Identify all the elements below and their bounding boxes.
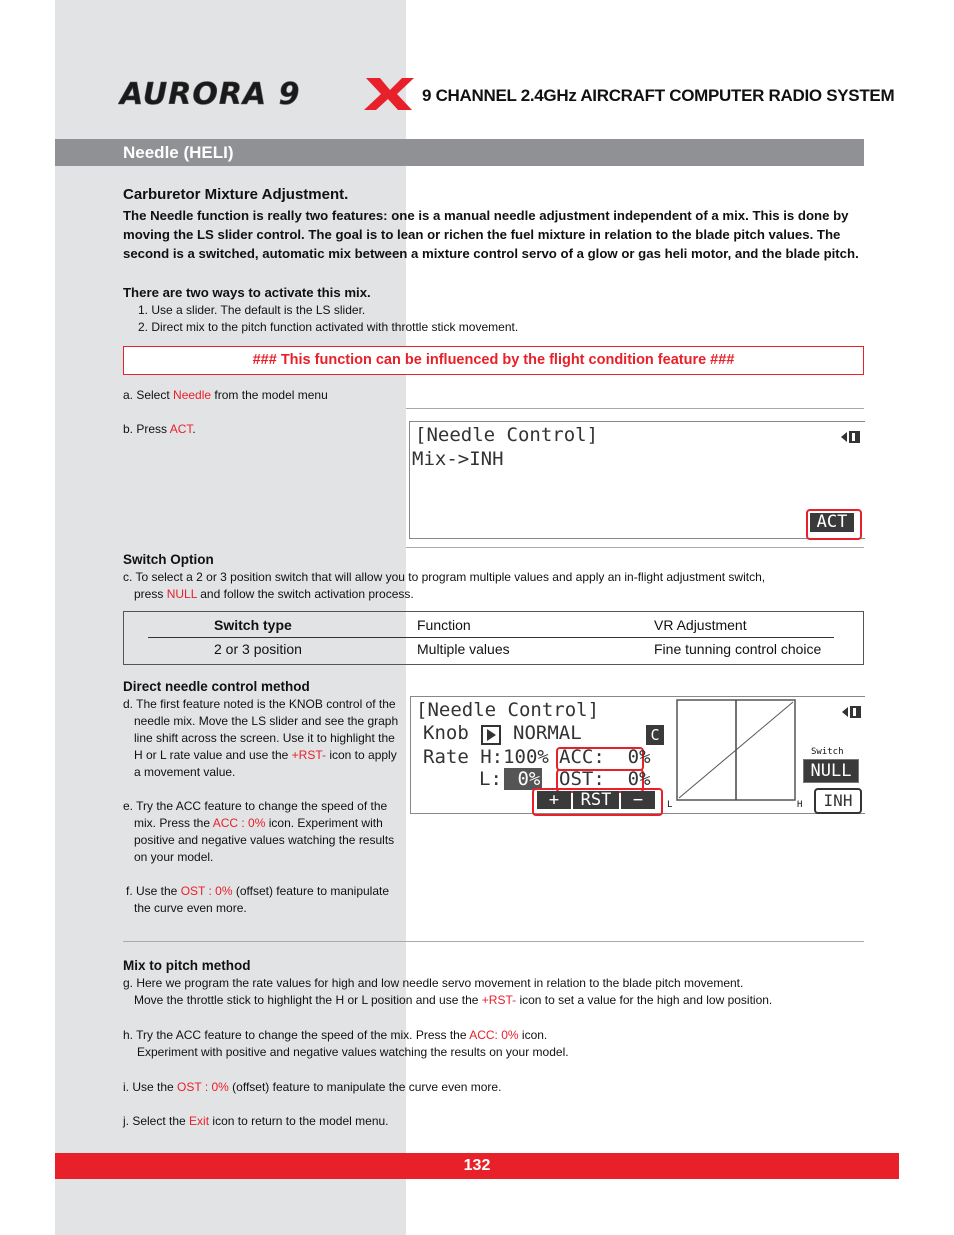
axis-low-label: L <box>667 800 673 810</box>
acc-link: ACC : 0% <box>212 816 266 830</box>
minus-button[interactable]: − <box>621 791 655 809</box>
aurora-logo <box>118 72 418 112</box>
text-line: on your model. <box>134 850 214 864</box>
intro-line: second is a switched, automatic mix between a mixture control servo of a glow or gas heli motor, and the blade pitch. <box>123 246 859 261</box>
text-span: icon to set a value for the high and low position. <box>516 993 773 1007</box>
text-span: icon. <box>518 1028 548 1042</box>
divider <box>123 941 864 942</box>
text-line: the curve even more. <box>134 901 247 915</box>
needle-link: Needle <box>173 388 212 402</box>
battery-icon <box>840 429 862 445</box>
intro-line: The Needle function is really two features: one is a manual needle adjustment independent of a mix. This is done by <box>123 208 849 223</box>
ost-link: OST : 0% <box>180 884 233 898</box>
text-span: icon to apply <box>326 748 397 762</box>
text-span: h. Try the ACC feature to change the speed of the mix. Press the <box>123 1028 470 1042</box>
text-line: Experiment with positive and negative values watching the results on your model. <box>137 1045 569 1059</box>
rst-button[interactable]: RST <box>573 791 619 809</box>
text-span: icon. Experiment with <box>265 816 383 830</box>
text-line: d. The first feature noted is the KNOB control of the <box>123 697 396 711</box>
acc-field[interactable]: ACC: 0% <box>559 746 651 768</box>
inh-button[interactable]: INH <box>814 788 862 814</box>
axis-high-label: H <box>797 800 803 810</box>
section-title: Needle (HELI) <box>123 143 234 162</box>
spacer <box>123 866 403 883</box>
exit-link: Exit <box>189 1114 210 1128</box>
act-button[interactable]: ACT <box>810 513 854 532</box>
table-cell: Multiple values <box>417 641 510 657</box>
knob-label: Knob <box>423 722 469 744</box>
text-line <box>123 1027 863 1044</box>
direct-heading: Direct needle control method <box>123 679 310 694</box>
divider <box>406 547 864 548</box>
ost-link: OST : 0% <box>177 1080 229 1094</box>
text-span: f. Use the <box>126 884 181 898</box>
text-line: needle mix. Move the LS slider and see the graph <box>134 714 399 728</box>
knob-value[interactable]: NORMAL <box>513 722 582 744</box>
divider <box>406 408 864 409</box>
text-span: press <box>134 587 167 601</box>
spacer <box>123 781 403 798</box>
text-span: i. Use the <box>123 1080 178 1094</box>
battery-icon <box>841 704 863 720</box>
null-button[interactable]: NULL <box>803 759 859 783</box>
switch-table <box>123 611 864 665</box>
condition-badge: C <box>646 725 664 745</box>
text-line <box>123 1079 863 1096</box>
lcd-mix-status: Mix->INH <box>412 448 504 470</box>
lcd-screen-needle-knob <box>410 696 865 814</box>
text-line: a movement value. <box>134 765 236 779</box>
text-line <box>123 586 765 603</box>
text-line <box>123 883 403 900</box>
text-line <box>123 815 403 832</box>
text-line: positive and negative values watching the results <box>134 833 395 847</box>
rst-link: +RST- <box>291 748 326 762</box>
step-text: b. Press <box>123 422 170 436</box>
lcd-title: [Needle Control] <box>415 424 599 446</box>
intro-line: moving the LS slider control. The goal is to lean or richen the fuel mixture in relation to the blade pitch values. The <box>123 227 841 242</box>
svg-text:AURORA 9: AURORA 9 <box>120 77 301 112</box>
ost-field[interactable]: OST: 0% <box>559 768 651 790</box>
rate-low-label: L: <box>479 768 502 790</box>
text-line <box>123 992 863 1009</box>
text-span: (offset) feature to manipulate <box>232 884 390 898</box>
intro-paragraph <box>123 206 883 263</box>
text-span: H or L rate value and use the <box>134 748 292 762</box>
step-text: a. Select <box>123 388 174 402</box>
table-cell: 2 or 3 position <box>214 641 302 657</box>
table-header: Function <box>417 617 471 633</box>
act-link: ACT <box>169 422 193 436</box>
spacer <box>123 1009 863 1027</box>
table-rule <box>148 637 834 638</box>
list-item: 2. Direct mix to the pitch function activated with throttle stick movement. <box>138 320 519 334</box>
rate-low-value[interactable]: 0% <box>506 768 541 790</box>
lcd-screen-needle-inh <box>409 421 865 539</box>
activate-heading: There are two ways to activate this mix. <box>123 285 371 300</box>
switch-option-heading: Switch Option <box>123 552 214 567</box>
step-a <box>123 387 328 404</box>
table-header: VR Adjustment <box>654 617 747 633</box>
step-text: from the model menu <box>211 388 328 402</box>
text-line <box>123 1113 863 1130</box>
text-line: line shift across the screen. Use it to highlight the <box>134 731 395 745</box>
text-span: (offset) feature to manipulate the curve even more. <box>228 1080 502 1094</box>
null-link: NULL <box>166 587 197 601</box>
table-header: Switch type <box>214 617 292 633</box>
direct-steps <box>123 696 403 917</box>
lcd-title: [Needle Control] <box>416 699 600 721</box>
rate-high[interactable]: Rate H:100% <box>423 746 549 768</box>
text-line: e. Try the ACC feature to change the speed of the <box>123 799 388 813</box>
flight-condition-notice: ### This function can be influenced by the flight condition feature ### <box>123 346 864 375</box>
text-span: icon to return to the model menu. <box>209 1114 389 1128</box>
step-b <box>123 421 196 438</box>
switch-option-text <box>123 569 765 603</box>
text-span: mix. Press the <box>134 816 213 830</box>
text-span: and follow the switch activation process. <box>196 587 414 601</box>
list-item: 1. Use a slider. The default is the LS slider. <box>138 303 366 317</box>
text-line <box>123 747 403 764</box>
rst-link: +RST- <box>481 993 517 1007</box>
switch-label: Switch <box>811 747 844 757</box>
step-text: . <box>192 422 196 436</box>
pitch-steps <box>123 975 863 1130</box>
page-number: 132 <box>463 1157 491 1174</box>
text-span: Move the throttle stick to highlight the H or L position and use the <box>134 993 482 1007</box>
document-title: 9 CHANNEL 2.4GHz AIRCRAFT COMPUTER RADIO SYSTEM <box>422 86 895 105</box>
table-cell: Fine tunning control choice <box>654 641 822 657</box>
text-span: j. Select the <box>123 1114 190 1128</box>
text-line: g. Here we program the rate values for high and low needle servo movement in relation to the blade pitch movement. <box>123 976 744 990</box>
spacer <box>123 1061 863 1079</box>
plus-button[interactable]: + <box>537 791 571 809</box>
intro-heading: Carburetor Mixture Adjustment. <box>123 186 349 203</box>
spacer <box>123 1096 863 1113</box>
acc-link: ACC: 0% <box>469 1028 519 1042</box>
activate-list <box>138 302 518 336</box>
play-icon <box>481 725 501 745</box>
text-line: c. To select a 2 or 3 position switch that will allow you to program multiple values and apply an in-flight adjustment switch, <box>123 570 766 584</box>
needle-curve-graph <box>676 699 798 803</box>
pitch-heading: Mix to pitch method <box>123 958 251 973</box>
